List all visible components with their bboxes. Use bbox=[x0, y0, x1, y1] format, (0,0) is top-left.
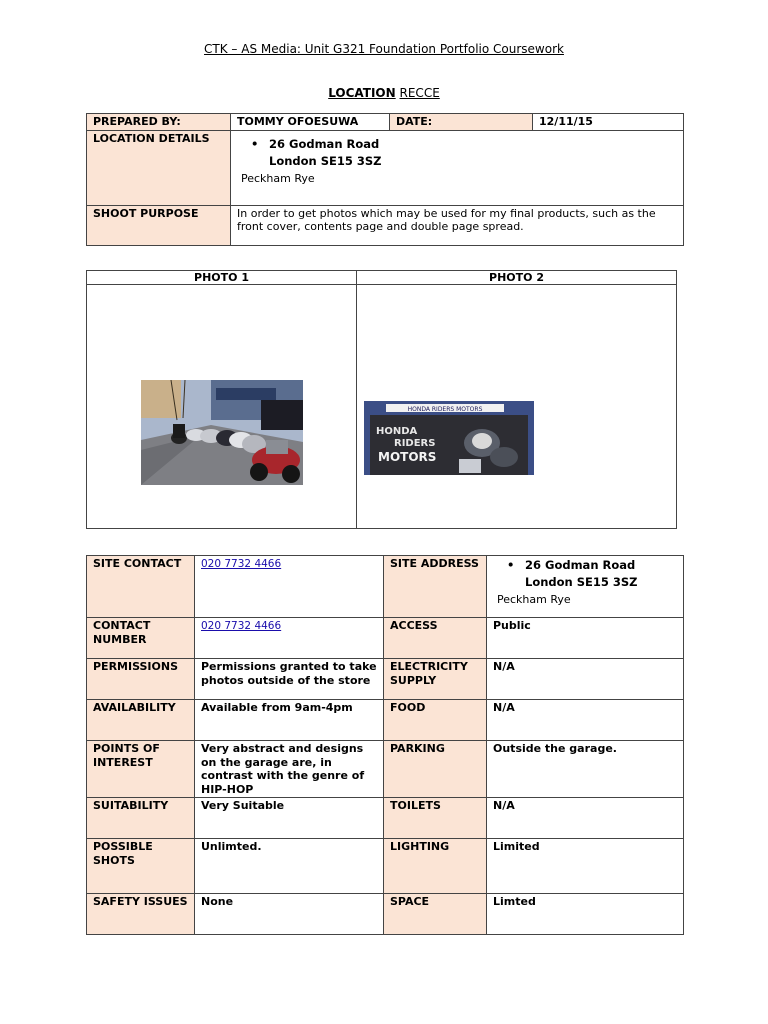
photo2-header: PHOTO 2 bbox=[357, 271, 677, 285]
toilets-label: TOILETS bbox=[384, 798, 487, 839]
photo2-image bbox=[364, 401, 534, 475]
photos-table bbox=[86, 270, 677, 529]
lighting-label: LIGHTING bbox=[384, 839, 487, 894]
safety-issues-label: SAFETY ISSUES bbox=[87, 894, 195, 935]
location-address-line1: • 26 Godman Road bbox=[237, 136, 677, 153]
permissions-label: PERMISSIONS bbox=[87, 659, 195, 700]
lighting-value: Limited bbox=[487, 839, 684, 894]
space-label: SPACE bbox=[384, 894, 487, 935]
contact-number-link[interactable]: 020 7732 4466 bbox=[201, 620, 282, 632]
permissions-value: Permissions granted to take photos outside of the store bbox=[195, 659, 384, 700]
shoot-purpose-value: In order to get photos which may be used for my final products, such as the front cover, contents page and double page spread. bbox=[231, 205, 684, 245]
document-title: CTK – AS Media: Unit G321 Foundation Portfolio Coursework bbox=[204, 42, 564, 56]
site-contact-link[interactable]: 020 7732 4466 bbox=[201, 558, 282, 570]
possible-shots-label: POSSIBLE SHOTS bbox=[87, 839, 195, 894]
site-address-line2: London SE15 3SZ bbox=[525, 575, 638, 589]
access-label: ACCESS bbox=[384, 618, 487, 659]
date-label: DATE: bbox=[390, 114, 533, 131]
location-details-value bbox=[231, 130, 684, 205]
contact-number-value bbox=[195, 618, 384, 659]
site-address-line1: • 26 Godman Road bbox=[493, 557, 677, 574]
site-address-area: Peckham Rye bbox=[497, 593, 571, 606]
space-value: Limted bbox=[487, 894, 684, 935]
date-value: 12/11/15 bbox=[533, 114, 684, 131]
photo1-header: PHOTO 1 bbox=[87, 271, 357, 285]
site-contact-value bbox=[195, 556, 384, 618]
site-address-label: SITE ADDRESS bbox=[384, 556, 487, 618]
site-details-table bbox=[86, 555, 684, 935]
electricity-label: ELECTRICITY SUPPLY bbox=[384, 659, 487, 700]
recce-details-table bbox=[86, 113, 684, 246]
food-value: N/A bbox=[487, 700, 684, 741]
photo1-image bbox=[141, 380, 303, 485]
site-contact-label: SITE CONTACT bbox=[87, 556, 195, 618]
access-value: Public bbox=[487, 618, 684, 659]
prepared-by-label: PREPARED BY: bbox=[87, 114, 231, 131]
document-subtitle bbox=[0, 86, 768, 100]
subtitle-location: LOCATION bbox=[328, 86, 396, 100]
suitability-label: SUITABILITY bbox=[87, 798, 195, 839]
photo2-graffiti-line1: HONDA bbox=[376, 426, 418, 437]
site-address-value bbox=[487, 556, 684, 618]
electricity-value: N/A bbox=[487, 659, 684, 700]
contact-number-label: CONTACT NUMBER bbox=[87, 618, 195, 659]
bullet-icon: • bbox=[251, 136, 259, 151]
photo1-cell bbox=[87, 285, 357, 529]
food-label: FOOD bbox=[384, 700, 487, 741]
safety-issues-value: None bbox=[195, 894, 384, 935]
availability-label: AVAILABILITY bbox=[87, 700, 195, 741]
availability-value: Available from 9am-4pm bbox=[195, 700, 384, 741]
photo2-graffiti-line2: RIDERS bbox=[394, 438, 436, 449]
photo2-graffiti-line3: MOTORS bbox=[378, 450, 437, 464]
parking-label: PARKING bbox=[384, 741, 487, 798]
location-address-line2: London SE15 3SZ bbox=[269, 153, 382, 168]
subtitle-recce: RECCE bbox=[399, 86, 440, 100]
suitability-value: Very Suitable bbox=[195, 798, 384, 839]
photo2-sign-text: HONDA RIDERS MOTORS bbox=[407, 406, 483, 413]
shoot-purpose-label: SHOOT PURPOSE bbox=[87, 205, 231, 245]
points-of-interest-label: POINTS OF INTEREST bbox=[87, 741, 195, 798]
bullet-icon: • bbox=[507, 558, 515, 572]
possible-shots-value: Unlimted. bbox=[195, 839, 384, 894]
parking-value: Outside the garage. bbox=[487, 741, 684, 798]
toilets-value: N/A bbox=[487, 798, 684, 839]
prepared-by-value: TOMMY OFOESUWA bbox=[231, 114, 390, 131]
points-of-interest-value: Very abstract and designs on the garage are, in contrast with the genre of HIP-HOP bbox=[195, 741, 384, 798]
photo2-cell bbox=[357, 285, 677, 529]
location-area: Peckham Rye bbox=[241, 171, 315, 185]
location-details-label: LOCATION DETAILS bbox=[87, 130, 231, 205]
